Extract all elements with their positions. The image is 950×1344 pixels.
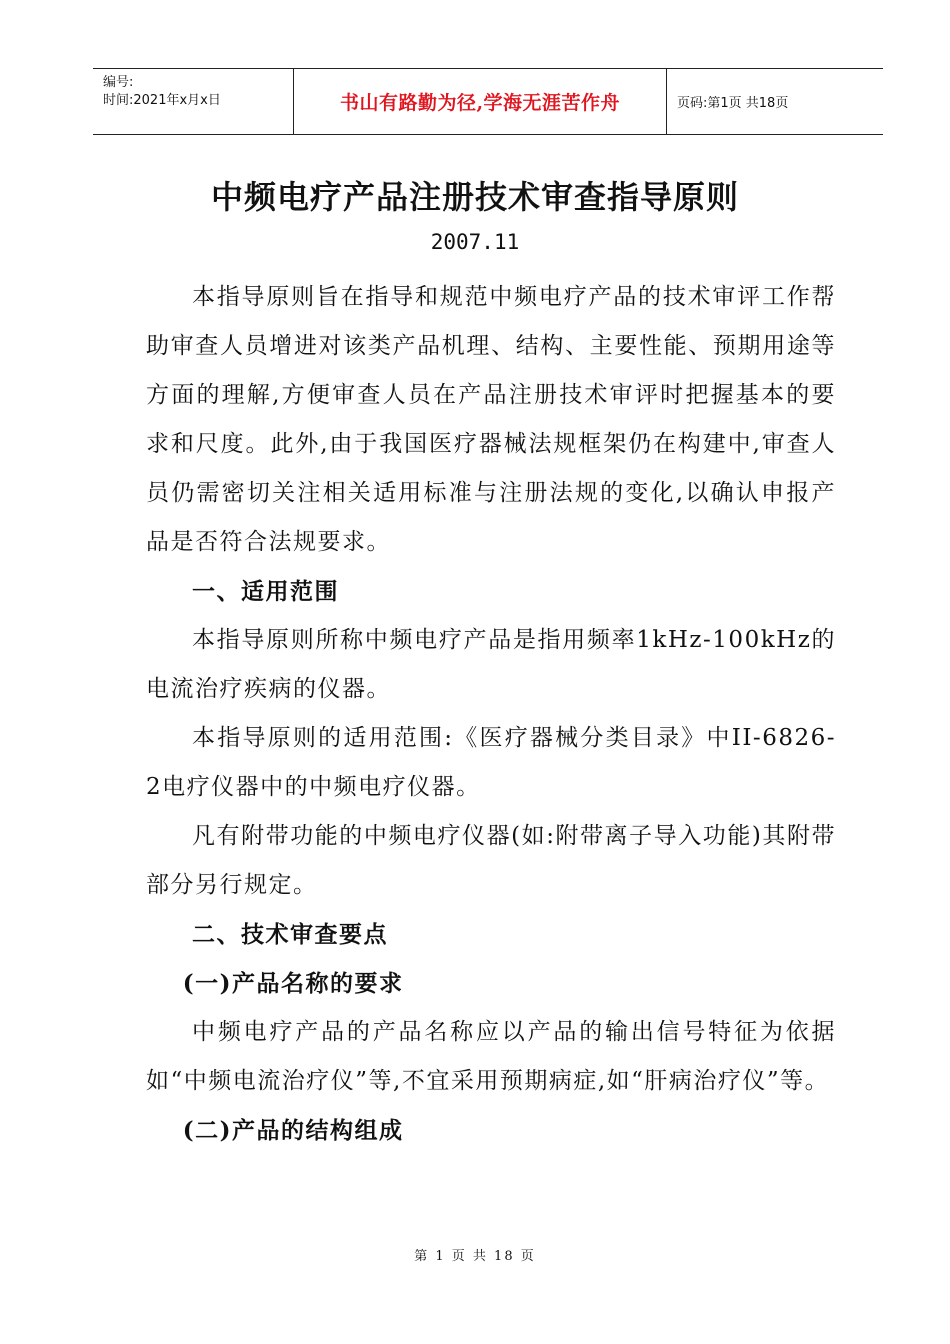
intro-paragraph: 本指导原则旨在指导和规范中频电疗产品的技术审评工作帮助审查人员增进对该类产品机理、结构、主要性能、预期用途等方面的理解,方便审查人员在产品注册技术审评时把握基本的要求和尺度。此外,由于我国医疗器械法规框架仍在构建中,审查人员仍需密切关注相关适用标准与注册法规的变化,以确认申报产品是否符合法规要求。 <box>146 284 836 555</box>
motto-text: 书山有路勤为径,学海无涯苦作舟 <box>339 92 621 114</box>
document-title: 中频电疗产品注册技术审查指导原则 <box>210 178 739 216</box>
header-page-info: 页码:第1页 共18页 <box>677 96 789 111</box>
header-page-cell <box>667 69 883 134</box>
section-heading-scope: 一、适用范围 <box>192 578 339 605</box>
scope-paragraph-2: 本指导原则的适用范围:《医疗器械分类目录》中II-6826-2电疗仪器中的中频电疗仪器。 <box>146 725 836 800</box>
product-name-paragraph: 中频电疗产品的产品名称应以产品的输出信号特征为依据如“中频电流治疗仪”等,不宜采用预期病症,如“肝病治疗仪”等。 <box>146 1019 836 1094</box>
code-label: 编号: <box>103 75 134 90</box>
page-footer: 第 1 页 共 18 页 <box>414 1249 536 1264</box>
section-heading-review-points: 二、技术审查要点 <box>192 921 388 948</box>
header-motto-cell <box>294 69 667 134</box>
document-date: 2007.11 <box>430 230 520 254</box>
time-label: 时间:2021年x月x日 <box>103 93 221 108</box>
document-body <box>146 273 836 1155</box>
scope-paragraph-3: 凡有附带功能的中频电疗仪器(如:附带离子导入功能)其附带部分另行规定。 <box>146 823 836 898</box>
subsection-heading-structure: (二)产品的结构组成 <box>182 1117 404 1144</box>
subsection-heading-product-name: (一)产品名称的要求 <box>182 970 404 997</box>
header-meta-cell <box>93 69 294 134</box>
page-header-table <box>93 68 883 135</box>
scope-paragraph-1: 本指导原则所称中频电疗产品是指用频率1kHz-100kHz的电流治疗疾病的仪器。 <box>146 627 836 702</box>
